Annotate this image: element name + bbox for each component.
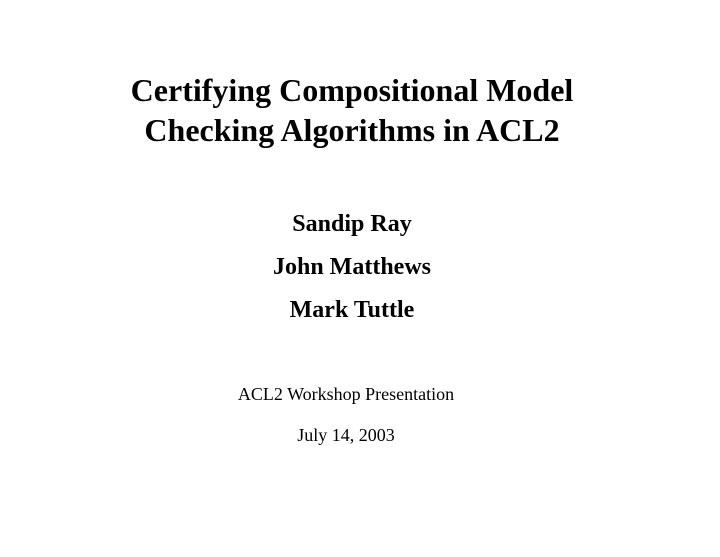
- author-name: Sandip Ray: [292, 211, 412, 237]
- event-name: ACL2 Workshop Presentation: [237, 384, 455, 404]
- author-name: John Matthews: [272, 254, 431, 280]
- slide-title-line-2: Checking Algorithms in ACL2: [144, 112, 560, 148]
- author-name: Mark Tuttle: [289, 297, 415, 323]
- slide-title-line-1: Certifying Compositional Model: [130, 72, 574, 108]
- presentation-date: July 14, 2003: [297, 425, 395, 445]
